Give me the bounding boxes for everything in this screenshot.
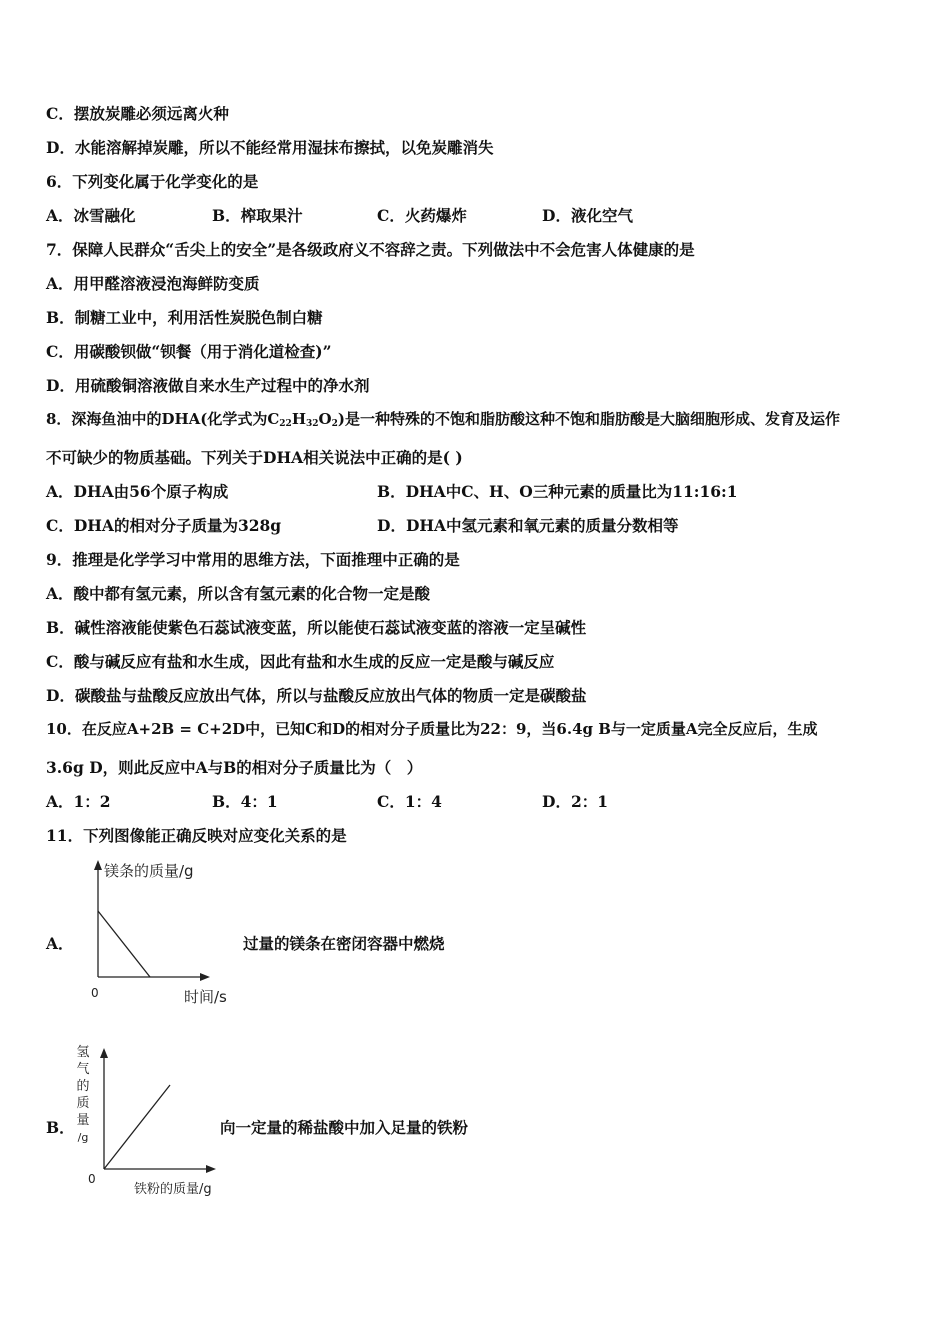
q8-stem <box>46 408 840 429</box>
q10-option-d: D．2：1 <box>542 792 609 811</box>
graph-b-ylabel-char: /g <box>77 1131 89 1144</box>
q9-option-a: A．酸中都有氢元素，所以含有氢元素的化合物一定是酸 <box>46 584 431 603</box>
q6-option-b: B．榨取果汁 <box>212 206 303 225</box>
q7-option-a: A．用甲醛溶液浸泡海鲜防变质 <box>46 274 260 293</box>
graph-b-series-line <box>104 1085 170 1169</box>
q6-option-c: C．火药爆炸 <box>377 206 467 225</box>
q11-stem: 11．下列图像能正确反映对应变化关系的是 <box>46 826 347 845</box>
q8-hydrogen: H <box>291 410 307 428</box>
q11-option-a-label: A． <box>46 934 74 953</box>
graph-a-ylabel: 镁条的质量/g <box>104 862 194 880</box>
q8-sub-carbon: 22 <box>279 419 292 429</box>
q6-option-d: D．液化空气 <box>542 206 633 225</box>
graph-b-ylabel-char: 氢 <box>76 1045 90 1060</box>
q8-sub-oxygen: 2 <box>331 419 338 429</box>
graph-b-xlabel: 铁粉的质量/g <box>134 1182 212 1197</box>
graph-a-xlabel: 时间/s <box>184 988 227 1006</box>
q5-option-d: D．水能溶解掉炭雕，所以不能经常用湿抹布擦拭，以免炭雕消失 <box>46 138 494 157</box>
q10-stem: 10．在反应A+2B = C+2D中，已知C和D的相对分子质量比为22：9，当6.4g B与一定质量A完全反应后，生成 <box>46 720 818 738</box>
graph-a-y-arrow <box>94 860 102 870</box>
graph-b-ylabel-char: 气 <box>76 1062 90 1077</box>
q8-stem-pre: 8．深海鱼油中的DHA(化学式为C <box>46 410 280 428</box>
q11-option-b-label: B． <box>46 1118 75 1137</box>
q5-option-c: C．摆放炭雕必须远离火种 <box>46 104 229 123</box>
q8-oxygen: O <box>318 410 332 428</box>
graph-b-y-arrow <box>100 1048 108 1058</box>
q10-option-c: C．1：4 <box>377 792 442 811</box>
graph-b-ylabel-char: 的 <box>76 1079 90 1094</box>
q10-option-a: A．1：2 <box>46 792 111 811</box>
graph-b-ylabel-char: 量 <box>76 1113 90 1128</box>
q10-stem-line2: 3.6g D，则此反应中A与B的相对分子质量比为（ ） <box>46 758 423 777</box>
q10-option-b: B．4：1 <box>212 792 278 811</box>
graph-b-ylabel-char: 质 <box>76 1096 90 1111</box>
q7-option-c: C．用碳酸钡做“钡餐（用于消化道检查)” <box>46 342 332 361</box>
q7-option-d: D．用硫酸铜溶液做自来水生产过程中的净水剂 <box>46 376 370 395</box>
q8-sub-hydrogen: 32 <box>306 419 319 429</box>
q8-stem-line2: 不可缺少的物质基础。下列关于DHA相关说法中正确的是( ) <box>46 448 463 467</box>
q8-option-a: A．DHA由56个原子构成 <box>46 482 229 501</box>
graph-a <box>90 860 220 990</box>
graph-b-x-arrow <box>206 1165 216 1173</box>
graph-b-ylabel <box>75 1044 91 1146</box>
q9-option-c: C．酸与碱反应有盐和水生成，因此有盐和水生成的反应一定是酸与碱反应 <box>46 652 555 671</box>
q8-option-c: C．DHA的相对分子质量为328g <box>46 516 282 535</box>
q7-option-b: B．制糖工业中，利用活性炭脱色制白糖 <box>46 308 323 327</box>
q6-option-a: A．冰雪融化 <box>46 206 136 225</box>
q8-option-d: D．DHA中氢元素和氧元素的质量分数相等 <box>377 516 679 535</box>
graph-a-x-arrow <box>200 973 210 981</box>
q11-option-a-text: 过量的镁条在密闭容器中燃烧 <box>243 934 445 953</box>
q6-stem: 6．下列变化属于化学变化的是 <box>46 172 259 191</box>
q8-option-b: B．DHA中C、H、O三种元素的质量比为11:16:1 <box>377 482 738 501</box>
graph-a-series-line <box>98 911 150 977</box>
graph-b <box>96 1044 226 1174</box>
q9-stem: 9．推理是化学学习中常用的思维方法，下面推理中正确的是 <box>46 550 460 569</box>
graph-b-origin: 0 <box>88 1172 96 1186</box>
q9-option-b: B．碱性溶液能使紫色石蕊试液变蓝，所以能使石蕊试液变蓝的溶液一定呈碱性 <box>46 618 587 637</box>
q8-stem-post: )是一种特殊的不饱和脂肪酸这种不饱和脂肪酸是大脑细胞形成、发育及运作 <box>337 410 840 428</box>
q7-stem: 7．保障人民群众“舌尖上的安全”是各级政府义不容辞之责。下列做法中不会危害人体健康的是 <box>46 240 695 259</box>
graph-a-origin: 0 <box>91 986 99 1000</box>
q11-option-b-text: 向一定量的稀盐酸中加入足量的铁粉 <box>220 1118 469 1137</box>
q9-option-d: D．碳酸盐与盐酸反应放出气体，所以与盐酸反应放出气体的物质一定是碳酸盐 <box>46 686 587 705</box>
